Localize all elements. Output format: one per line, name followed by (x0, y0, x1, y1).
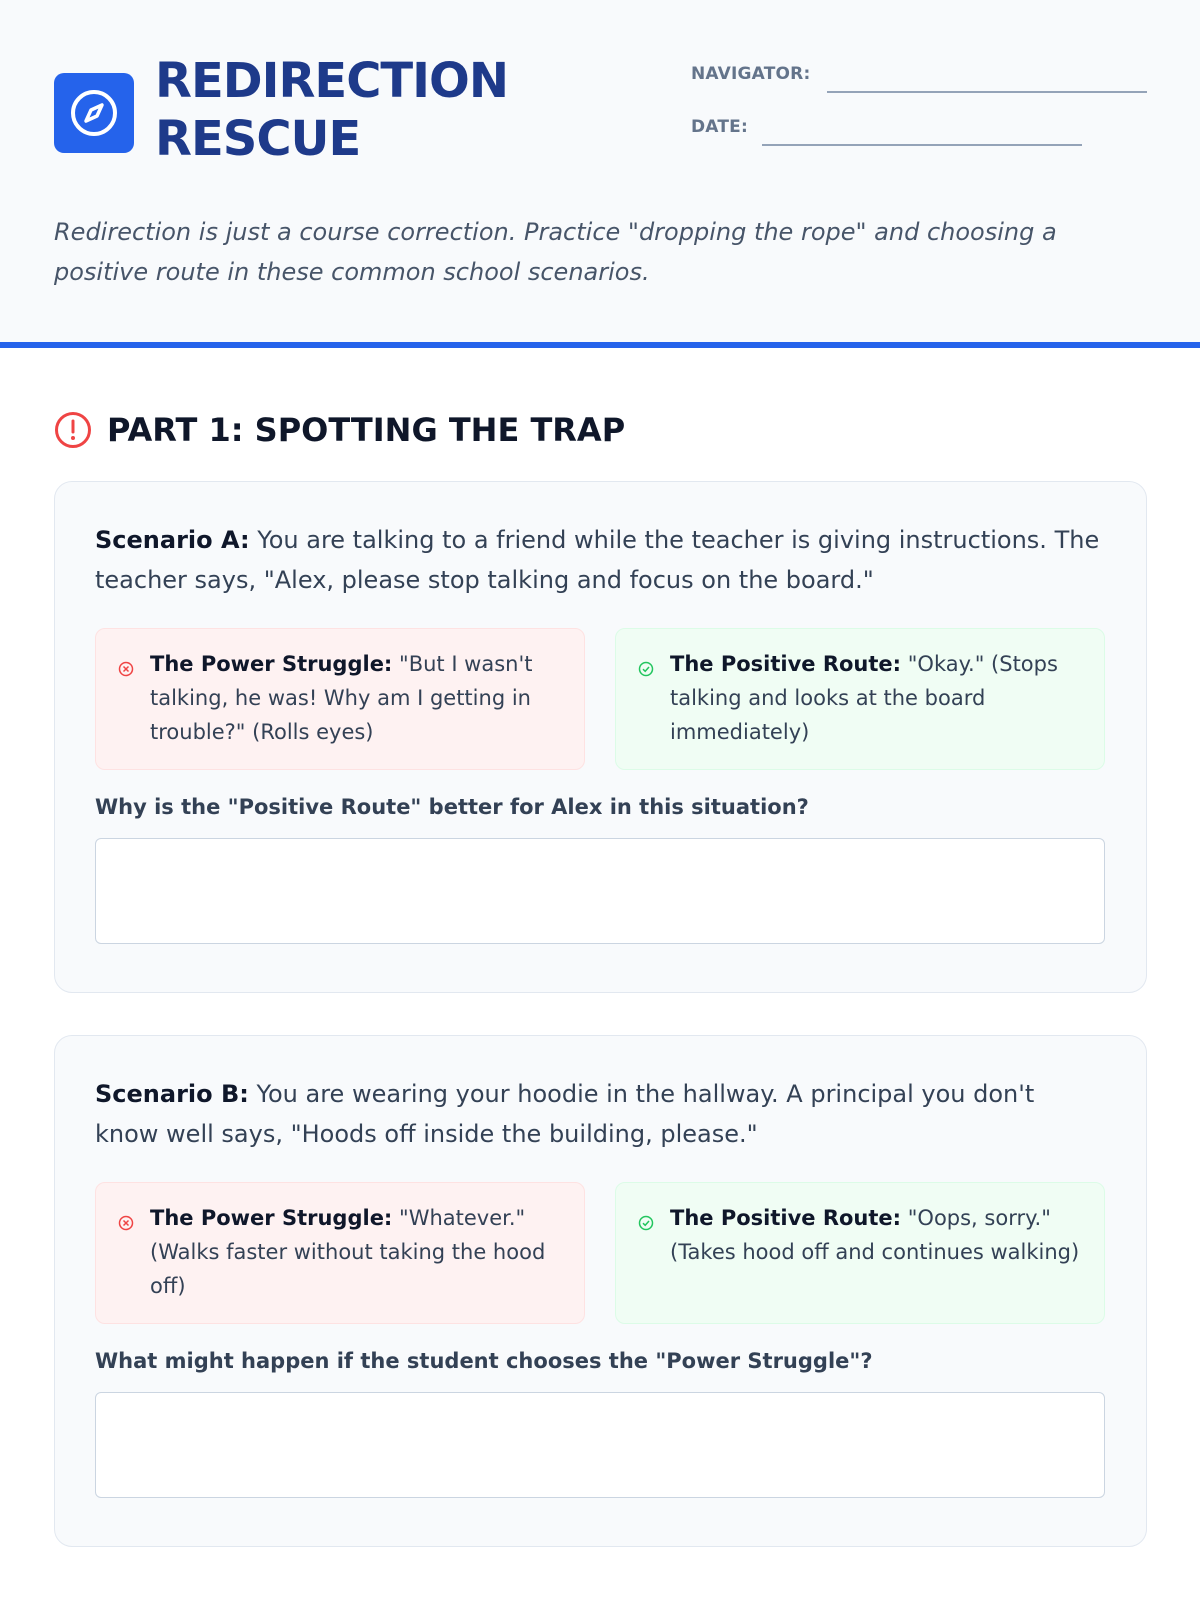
scenario-question: What might happen if the student chooses the "Power Struggle"? (95, 1349, 873, 1373)
worksheet-header (0, 0, 1200, 348)
title-line-2: RESCUE (155, 111, 361, 167)
logo-badge (54, 73, 134, 153)
page-title (155, 52, 508, 168)
navigator-label: NAVIGATOR: (691, 64, 811, 84)
scenario-question: Why is the "Positive Route" better for Alex in this situation? (95, 795, 809, 819)
title-line-1: REDIRECTION (155, 53, 509, 109)
power-struggle-box (95, 628, 585, 770)
scenario-text: You are talking to a friend while the teacher is giving instructions. The teacher says, "Alex, please stop talking and focus on the board." (95, 526, 1100, 594)
scenario-card-a (54, 481, 1147, 993)
power-struggle-box (95, 1182, 585, 1324)
positive-route-box (615, 1182, 1105, 1324)
x-circle-icon (118, 661, 134, 677)
positive-route-box (615, 628, 1105, 770)
part1-title: PART 1: SPOTTING THE TRAP (107, 411, 626, 449)
intro-text: Redirection is just a course correction. Practice "dropping the rope" and choosing a positive route in these common school scenarios. (54, 218, 1057, 286)
x-circle-icon (118, 1215, 134, 1231)
scenario-card-b (54, 1035, 1147, 1547)
positive-route-text: "Oops, sorry." (Takes hood off and continues walking) (670, 1206, 1080, 1264)
answer-box[interactable] (95, 1392, 1105, 1498)
check-circle-icon (638, 661, 654, 677)
power-struggle-label: The Power Struggle: (150, 652, 393, 676)
answer-box[interactable] (95, 838, 1105, 944)
alert-circle-icon (54, 411, 92, 449)
scenario-prompt (95, 520, 1105, 600)
power-struggle-label: The Power Struggle: (150, 1206, 393, 1230)
scenario-text: You are wearing your hoodie in the hallway. A principal you don't know well says, "Hoods off inside the building, please." (95, 1080, 1035, 1148)
power-struggle-text: "But I wasn't talking, he was! Why am I getting in trouble?" (Rolls eyes) (150, 652, 533, 744)
scenario-prompt (95, 1074, 1105, 1154)
positive-route-label: The Positive Route: (670, 652, 902, 676)
positive-route-label: The Positive Route: (670, 1206, 902, 1230)
date-label: DATE: (691, 117, 748, 137)
navigator-field[interactable] (827, 91, 1147, 93)
date-field[interactable] (762, 144, 1082, 146)
compass-icon (68, 87, 120, 139)
scenario-label: Scenario A: (95, 526, 250, 554)
scenario-label: Scenario B: (95, 1080, 249, 1108)
positive-route-text: "Okay." (Stops talking and looks at the board immediately) (670, 652, 1058, 744)
power-struggle-text: "Whatever." (Walks faster without taking the hood off) (150, 1206, 546, 1298)
check-circle-icon (638, 1215, 654, 1231)
